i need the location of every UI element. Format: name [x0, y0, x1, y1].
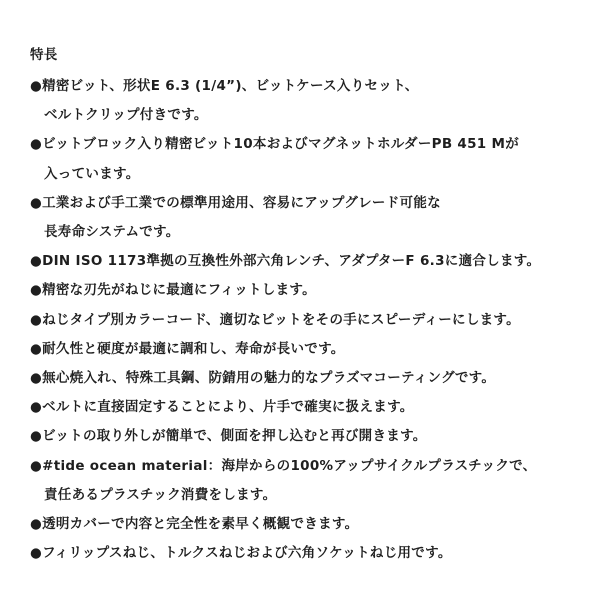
features-heading: 特長 [30, 47, 58, 63]
feature-item: ●透明カバーで内容と完全性を素早く概観できます。 [30, 516, 359, 532]
feature-item: ●ベルトに直接固定することにより、片手で確実に扱えます。 [30, 399, 414, 416]
feature-item: ●フィリップスねじ、トルクスねじおよび六角ソケットねじ用です。 [30, 545, 452, 562]
feature-item: ●精密ビット、形状E 6.3 (1/4”)、ビットケース入りセット、 [30, 78, 419, 94]
feature-item-continuation: 責任あるプラスチック消費をします。 [44, 486, 277, 503]
feature-item: ●ビットの取り外しが簡単で、側面を押し込むと再び開きます。 [30, 428, 427, 445]
feature-item: ●工業および手工業での標準用途用、容易にアップグレード可能な [30, 194, 441, 211]
feature-item: ●ねじタイプ別カラーコード、適切なビットをその手にスピーディーにします。 [30, 311, 520, 328]
feature-item: ●ビットブロック入り精密ビット10本およびマグネットホルダーPB 451 Mが [30, 136, 520, 153]
feature-item: ●#tide ocean material：海岸からの100%アップサイクルプラスチックで、 [30, 457, 537, 474]
feature-item-continuation: 入っています。 [44, 165, 140, 182]
feature-item: ●DIN ISO 1173準拠の互換性外部六角レンチ、アダプターF 6.3に適合します。 [30, 253, 541, 270]
feature-item: ●無心焼入れ、特殊工具鋼、防錆用の魅力的なプラズマコーティングです。 [30, 370, 496, 386]
feature-item: ●耐久性と硬度が最適に調和し、寿命が長いです。 [30, 340, 345, 357]
feature-item-continuation: 長寿命システムです。 [44, 224, 180, 240]
feature-item: ●精密な刃先がねじに最適にフィットします。 [30, 282, 316, 299]
feature-item-continuation: ベルトクリップ付きです。 [44, 107, 208, 124]
